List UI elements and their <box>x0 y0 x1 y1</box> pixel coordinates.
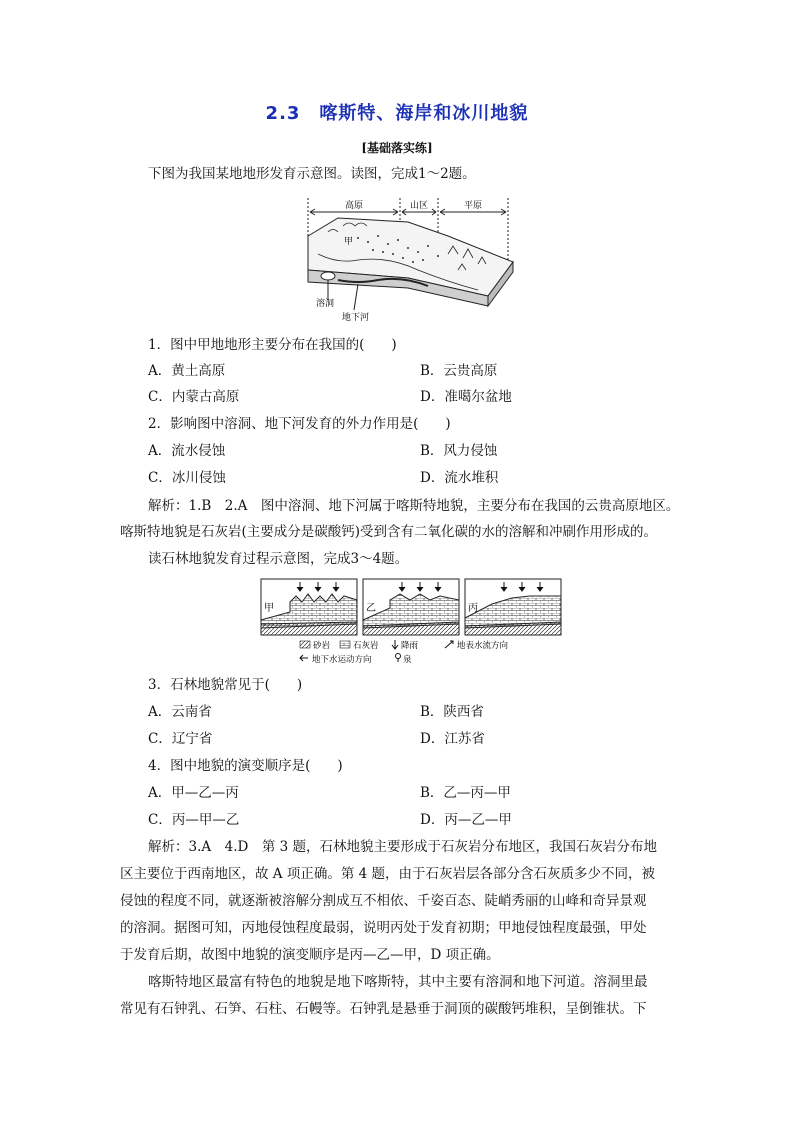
q4-option-c: C．丙—甲—乙 <box>148 812 240 828</box>
q1-option-a: A．黄土高原 <box>148 363 226 379</box>
legend-sandstone: 砂岩 <box>313 641 331 651</box>
figure-stone-forest <box>260 578 562 668</box>
panel-label-jia: 甲 <box>264 603 274 614</box>
analysis2-line4: 的溶洞。据图可知，丙地侵蚀程度最弱，说明丙处于发育初期；甲地侵蚀程度最强，甲处 <box>120 920 647 936</box>
analysis2-line1: 解析：3.A 4.D 第 3 题，石林地貌主要形成于石灰岩分布地区，我国石灰岩分布地 <box>148 839 658 855</box>
panel-label-yi: 乙 <box>366 603 376 614</box>
page-title: 2.3 喀斯特、海岸和冰川地貌 <box>265 103 529 124</box>
legend-groundwater-flow: 地下水运动方向 <box>312 655 372 665</box>
q4-stem: 4．图中地貌的演变顺序是( ) <box>148 758 343 774</box>
panel-label-bing: 丙 <box>468 603 478 614</box>
analysis2-line2: 区主要位于西南地区，故 A 项正确。第 4 题，由于石灰岩层各部分含石灰质多少不同，被 <box>120 866 656 882</box>
q3-option-b: B．陕西省 <box>420 704 484 720</box>
underground-river-label: 地下河 <box>342 313 370 323</box>
q1-stem: 1．图中甲地地形主要分布在我国的( ) <box>148 337 397 353</box>
q4-option-b: B．乙—丙—甲 <box>420 785 511 801</box>
analysis1-line1: 解析：1.B 2.A 图中溶洞、地下河属于喀斯特地貌，主要分布在我国的云贵高原地区。 <box>148 498 680 514</box>
q3-stem: 3．石林地貌常见于( ) <box>148 677 303 693</box>
q3-option-a: A．云南省 <box>148 704 212 720</box>
intro-text-1: 下图为我国某地地形发育示意图。读图，完成1～2题。 <box>148 166 476 182</box>
jia-label: 甲 <box>344 237 354 247</box>
analysis2-line3: 侵蚀的程度不同，就逐渐被溶解分割成互不相依、千姿百态、陡峭秀丽的山峰和奇异景观 <box>120 893 647 909</box>
paragraph-line2: 常见有石钟乳、石笋、石柱、石幔等。石钟乳是悬垂于洞顶的碳酸钙堆积，呈倒锥状。下 <box>120 1001 647 1017</box>
q2-option-a: A．流水侵蚀 <box>148 443 226 459</box>
q2-option-d: D．流水堆积 <box>420 470 499 486</box>
q2-stem: 2．影响图中溶洞、地下河发育的外力作用是( ) <box>148 416 451 432</box>
q3-option-d: D．江苏省 <box>420 731 485 747</box>
analysis2-line5: 于发育后期，故图中地貌的演变顺序是丙—乙—甲，D 项正确。 <box>120 947 500 963</box>
zone-label-plateau: 高原 <box>344 201 364 211</box>
zone-label-mountain: 山区 <box>409 201 429 211</box>
legend-spring: 泉 <box>403 655 412 665</box>
legend-surface-flow: 地表水流方向 <box>457 641 509 651</box>
section-heading: [基础落实练] <box>361 141 433 155</box>
zone-label-plain: 平原 <box>463 201 483 211</box>
figure-karst-terrain <box>298 192 520 326</box>
q1-option-c: C．内蒙古高原 <box>148 389 240 405</box>
legend-rainfall: 降雨 <box>401 641 419 651</box>
q2-option-b: B．风力侵蚀 <box>420 443 498 459</box>
q1-option-d: D．准噶尔盆地 <box>420 389 512 405</box>
legend-limestone: 石灰岩 <box>353 641 379 651</box>
paragraph-line1: 喀斯特地区最富有特色的地貌是地下喀斯特，其中主要有溶洞和地下河道。溶洞里最 <box>148 974 648 990</box>
analysis1-line2: 喀斯特地貌是石灰岩(主要成分是碳酸钙)受到含有二氧化碳的水的溶解和冲刷作用形成的。 <box>120 524 658 540</box>
cave-label: 溶洞 <box>316 299 335 309</box>
q1-option-b: B．云贵高原 <box>420 363 498 379</box>
q3-option-c: C．辽宁省 <box>148 731 213 747</box>
q2-option-c: C．冰川侵蚀 <box>148 470 226 486</box>
q4-option-d: D．丙—乙—甲 <box>420 812 512 828</box>
intro-text-2: 读石林地貌发育过程示意图，完成3～4题。 <box>148 551 409 567</box>
q4-option-a: A．甲—乙—丙 <box>148 785 239 801</box>
